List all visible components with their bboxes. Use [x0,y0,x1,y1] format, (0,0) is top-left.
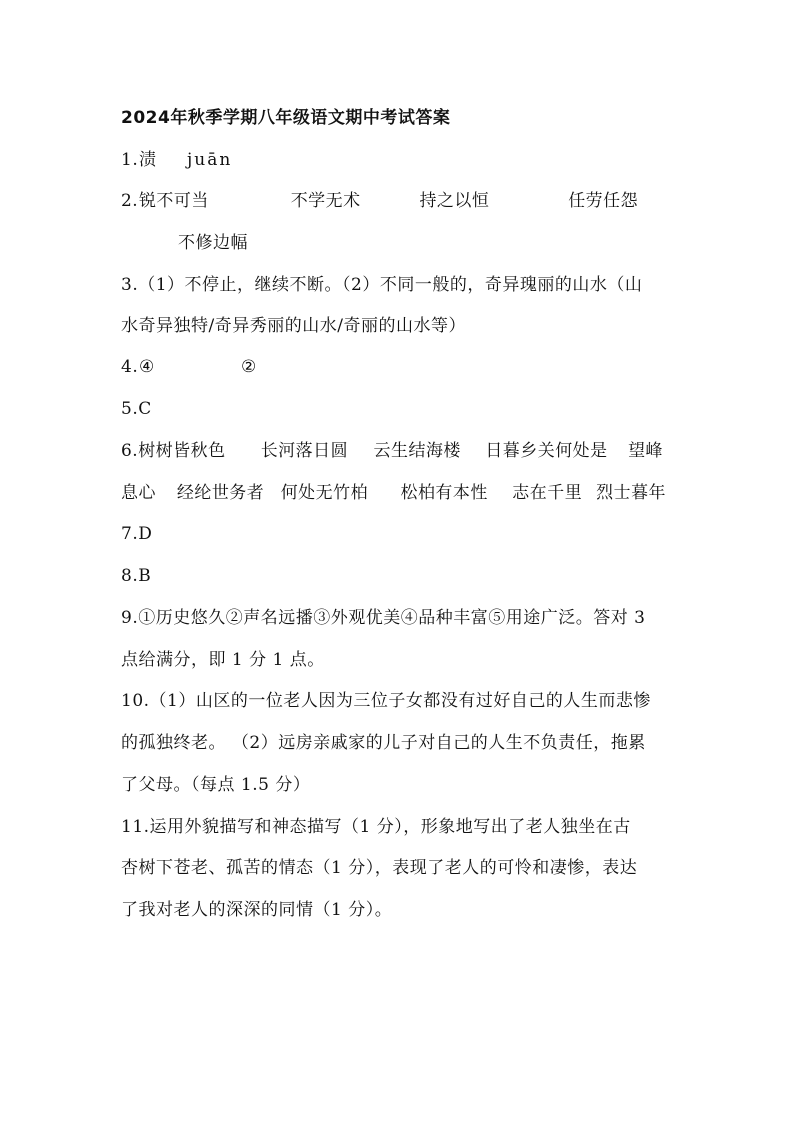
answer-2-word: 不修边幅 [178,233,248,253]
answer-6-phrase: 6.树树皆秋色 [121,441,226,461]
answer-6-phrase: 烈士暮年 [596,483,667,503]
answer-2-word: 持之以恒 [419,191,490,211]
answer-10-line: 的孤独终老。 （2）远房亲戚家的儿子对自己的人生不负责任，拖累 [121,733,646,753]
answer-1 [121,150,421,170]
answer-6-phrase: 望峰 [628,441,664,461]
answer-6-phrase: 何处无竹柏 [280,483,369,503]
answer-2-word: 任劳任怨 [568,191,639,211]
answer-6-phrase: 志在千里 [512,483,583,503]
answer-3-line: 3.（1）不停止，继续不断。（2）不同一般的，奇异瑰丽的山水（山 [121,275,643,295]
answer-2 [121,191,680,211]
answer-1-number: 1. [121,150,139,170]
answer-8: 8.B [121,566,152,586]
answer-6-phrase: 长河落日圆 [260,441,349,461]
answer-2-word: 不学无术 [290,191,361,211]
answer-11-line: 杏树下苍老、孤苦的情态（1 分），表现了老人的可怜和凄惨，表达 [121,858,638,878]
answer-7: 7.D [121,524,153,544]
answer-10-line: 了父母。（每点 1.5 分） [121,775,311,795]
answer-10-line: 10.（1）山区的一位老人因为三位子女都没有过好自己的人生而悲惨 [121,691,651,711]
answer-9-line: 点给满分，即 1 分 1 点。 [121,650,325,670]
answer-6-line [121,483,680,503]
answer-3-line: 水奇异独特/奇异秀丽的山水/奇丽的山水等） [121,316,466,336]
page-title: 2024年秋季学期八年级语文期中考试答案 [121,108,451,128]
answer-6-phrase: 息心 [121,483,156,503]
answer-6-phrase: 日暮乡关何处是 [485,441,608,461]
answer-4-number: 4. [121,357,139,377]
answer-11-line: 11.运用外貌描写和神态描写（1 分），形象地写出了老人独坐在古 [121,817,631,837]
answer-11-line: 了我对老人的深深的同情（1 分）。 [121,900,393,920]
answer-6-phrase: 云生结海楼 [373,441,461,461]
answer-6-phrase: 松柏有本性 [400,483,488,503]
answer-1-pinyin: juān [187,150,233,170]
answer-1-char: 渍 [139,150,157,170]
answer-6-line [121,441,680,461]
answer-4-second: ② [241,357,257,377]
answer-4 [121,357,321,377]
answer-2-number: 2. [121,191,139,211]
answer-4-first: ④ [139,357,155,377]
answer-9-line: 9.①历史悠久②声名远播③外观优美④品种丰富⑤用途广泛。答对 3 [121,608,646,628]
answer-2-word: 锐不可当 [138,191,209,211]
answer-5: 5.C [121,399,152,419]
answer-6-phrase: 经纶世务者 [176,483,265,503]
